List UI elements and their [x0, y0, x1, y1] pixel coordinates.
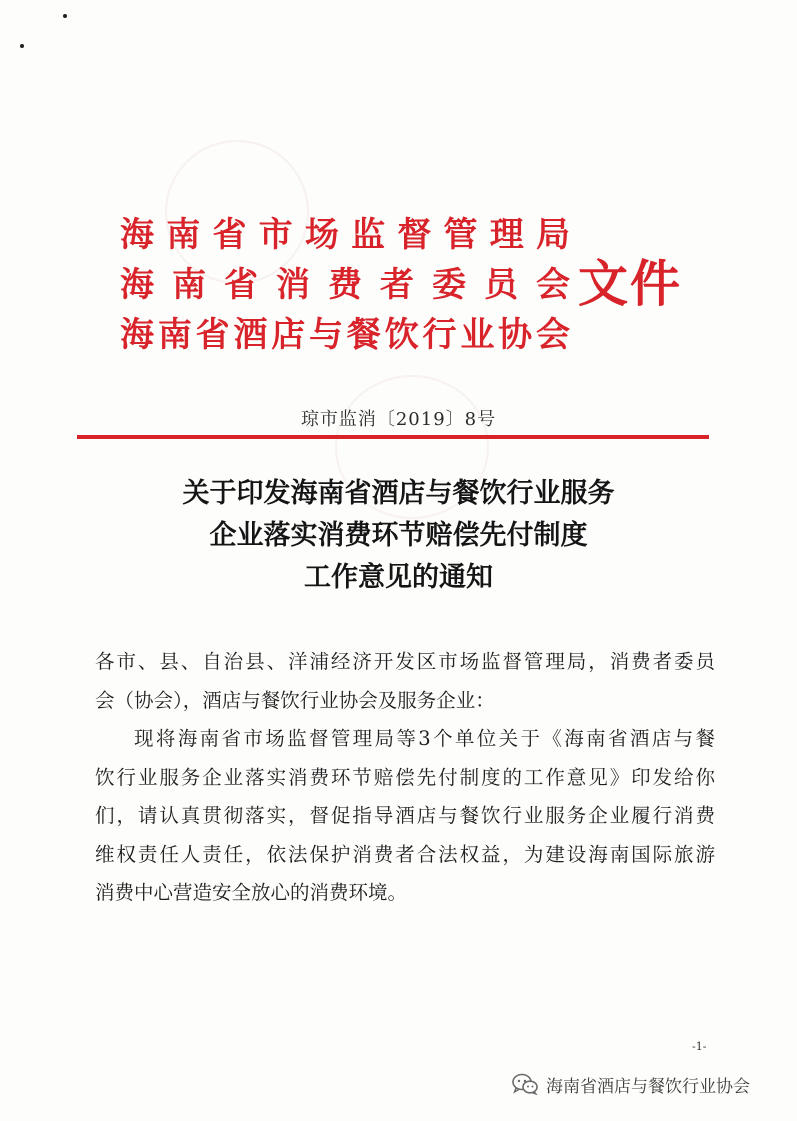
paragraph-line: 饮行业服务企业落实消费环节赔偿先付制度的工作意见》印发给你 [95, 765, 715, 789]
addressee-line: 各市、县、自治县、洋浦经济开发区市场监督管理局，消费者委员 [95, 650, 715, 673]
issuer-name: 海南省市场监督管理局 [120, 215, 570, 255]
title-line: 关于印发海南省酒店与餐饮行业服务 [182, 478, 615, 509]
scan-speck [20, 44, 24, 48]
red-divider [77, 435, 709, 439]
title-line: 工作意见的通知 [304, 562, 493, 593]
title-line: 企业落实消费环节赔偿先付制度 [209, 520, 588, 551]
paragraph-line: 消费中心营造安全放心的消费环境。 [95, 881, 408, 904]
issuer-name: 海南省消费者委员会 [120, 265, 570, 305]
document-body [95, 643, 715, 913]
document-number: 琼市监消〔2019〕8号 [300, 409, 497, 430]
issuing-authorities [120, 210, 570, 360]
document-title [0, 473, 797, 599]
addressee-line: 会（协会），酒店与餐饮行业协会及服务企业： [95, 688, 495, 712]
page-number: -1- [692, 1040, 707, 1053]
issuer-name: 海南省酒店与餐饮行业协会 [120, 315, 570, 355]
watermark-account-name: 海南省酒店与餐饮行业协会 [546, 1076, 750, 1097]
paragraph-line: 们，请认真贯彻落实，督促指导酒店与餐饮行业服务企业履行消费 [95, 804, 715, 827]
paragraph-line: 现将海南省市场监督管理局等3个单位关于《海南省酒店与餐 [134, 727, 715, 750]
wechat-watermark [512, 1068, 750, 1100]
file-label: 文件 [578, 254, 682, 313]
paragraph-line: 维权责任人责任，依法保护消费者合法权益，为建设海南国际旅游 [95, 842, 715, 866]
scan-speck [63, 14, 67, 18]
wechat-icon [512, 1073, 538, 1095]
